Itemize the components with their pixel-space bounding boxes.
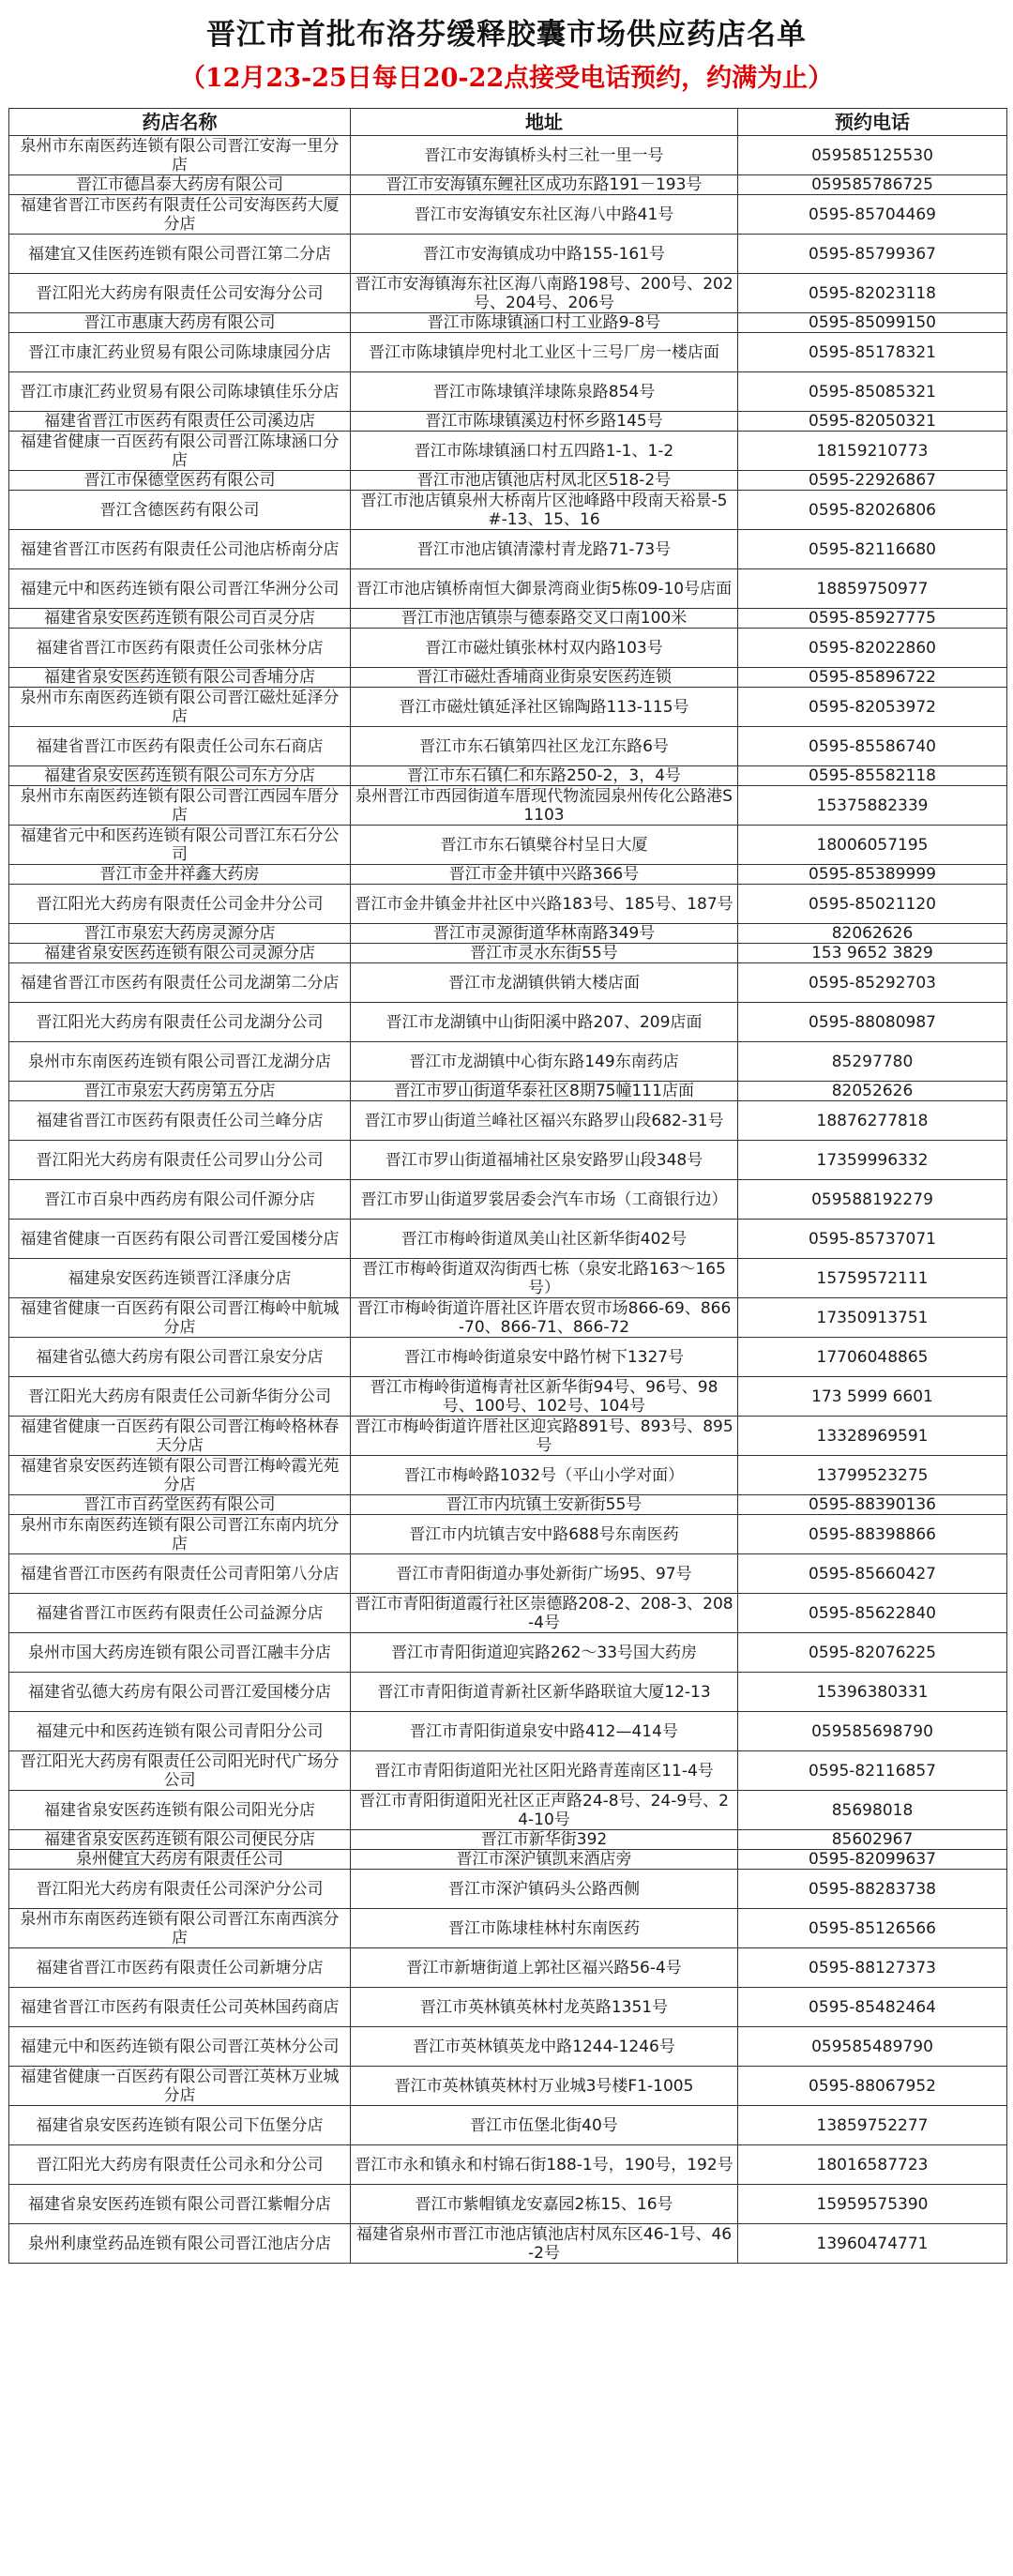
- pharmacy-address-cell: 晋江市内坑镇土安新街55号: [351, 1495, 738, 1515]
- pharmacy-phone-cell: 18859750977: [738, 569, 1007, 609]
- table-row: [9, 471, 1007, 491]
- pharmacy-name-cell: 晋江阳光大药房有限责任公司永和分公司: [9, 2145, 351, 2185]
- pharmacy-phone-cell: 0595-22926867: [738, 471, 1007, 491]
- pharmacy-phone-cell: 0595-88080987: [738, 1003, 1007, 1042]
- pharmacy-phone-cell: 173 5999 6601: [738, 1377, 1007, 1417]
- pharmacy-phone-cell: 059585125530: [738, 136, 1007, 175]
- table-row: [9, 826, 1007, 865]
- pharmacy-name-cell: 福建宜又佳医药连锁有限公司晋江第二分店: [9, 235, 351, 274]
- pharmacy-phone-cell: 153 9652 3829: [738, 944, 1007, 963]
- pharmacy-name-cell: 泉州市东南医药连锁有限公司晋江磁灶延泽分店: [9, 688, 351, 727]
- pharmacy-name-cell: 泉州健宜大药房有限责任公司: [9, 1850, 351, 1870]
- table-row: [9, 1594, 1007, 1633]
- pharmacy-phone-cell: 0595-85660427: [738, 1554, 1007, 1594]
- pharmacy-name-cell: 福建省晋江市医药有限责任公司英林国药商店: [9, 1988, 351, 2027]
- table-row: [9, 2067, 1007, 2106]
- table-row: [9, 1712, 1007, 1751]
- pharmacy-name-cell: 福建省泉安医药连锁有限公司东方分店: [9, 766, 351, 786]
- table-row: [9, 1003, 1007, 1042]
- pharmacy-address-cell: 晋江市金井镇金井社区中兴路183号、185号、187号: [351, 885, 738, 924]
- pharmacy-phone-cell: 0595-88283738: [738, 1870, 1007, 1909]
- table-row: [9, 1791, 1007, 1830]
- pharmacy-phone-cell: 0595-82026806: [738, 491, 1007, 530]
- table-row: [9, 1180, 1007, 1220]
- pharmacy-name-cell: 福建省健康一百医药有限公司晋江英林万业城分店: [9, 2067, 351, 2106]
- header-phone: 预约电话: [738, 109, 1007, 136]
- pharmacy-phone-cell: 13328969591: [738, 1417, 1007, 1456]
- table-row: [9, 688, 1007, 727]
- pharmacy-name-cell: 晋江阳光大药房有限责任公司深沪分公司: [9, 1870, 351, 1909]
- pharmacy-address-cell: 晋江市青阳街道阳光社区阳光路青莲南区11-4号: [351, 1751, 738, 1791]
- pharmacy-name-cell: 晋江市惠康大药房有限公司: [9, 313, 351, 333]
- pharmacy-phone-cell: 0595-88067952: [738, 2067, 1007, 2106]
- pharmacy-address-cell: 晋江市陈埭桂林村东南医药: [351, 1909, 738, 1948]
- table-row: [9, 1673, 1007, 1712]
- pharmacy-address-cell: 晋江市安海镇桥头村三社一里一号: [351, 136, 738, 175]
- pharmacy-address-cell: 晋江市梅岭街道许厝社区许厝农贸市场866-69、866-70、866-71、866-72: [351, 1298, 738, 1338]
- header-name: 药店名称: [9, 109, 351, 136]
- pharmacy-address-cell: 晋江市安海镇东鲤社区成功东路191－193号: [351, 175, 738, 195]
- pharmacy-phone-cell: 0595-82076225: [738, 1633, 1007, 1673]
- pharmacy-address-cell: 晋江市池店镇泉州大桥南片区池峰路中段南天裕景-5#-13、15、16: [351, 491, 738, 530]
- table-row: [9, 629, 1007, 668]
- pharmacy-phone-cell: 18006057195: [738, 826, 1007, 865]
- pharmacy-name-cell: 晋江市金井祥鑫大药房: [9, 865, 351, 885]
- pharmacy-address-cell: 晋江市罗山街道罗裳居委会汽车市场（工商银行边）: [351, 1180, 738, 1220]
- pharmacy-address-cell: 晋江市伍堡北街40号: [351, 2106, 738, 2145]
- header-address: 地址: [351, 109, 738, 136]
- table-row: [9, 1988, 1007, 2027]
- pharmacy-phone-cell: 059585698790: [738, 1712, 1007, 1751]
- pharmacy-phone-cell: 059585489790: [738, 2027, 1007, 2067]
- table-row: [9, 333, 1007, 372]
- table-row: [9, 313, 1007, 333]
- table-row: [9, 1909, 1007, 1948]
- pharmacy-name-cell: 晋江阳光大药房有限责任公司安海分公司: [9, 274, 351, 313]
- pharmacy-address-cell: 晋江市安海镇成功中路155-161号: [351, 235, 738, 274]
- pharmacy-address-cell: 晋江市灵源街道华林南路349号: [351, 924, 738, 944]
- pharmacy-name-cell: 晋江阳光大药房有限责任公司新华街分公司: [9, 1377, 351, 1417]
- table-row: [9, 2145, 1007, 2185]
- table-row: [9, 195, 1007, 235]
- pharmacy-name-cell: 福建省泉安医药连锁有限公司香埔分店: [9, 668, 351, 688]
- pharmacy-address-cell: 晋江市紫帽镇龙安嘉园2栋15、16号: [351, 2185, 738, 2224]
- pharmacy-address-cell: 晋江市池店镇清濛村青龙路71-73号: [351, 530, 738, 569]
- table-row: [9, 2027, 1007, 2067]
- pharmacy-name-cell: 福建省泉安医药连锁有限公司便民分店: [9, 1830, 351, 1850]
- pharmacy-address-cell: 晋江市陈埭镇岸兜村北工业区十三号厂房一楼店面: [351, 333, 738, 372]
- pharmacy-name-cell: 福建省泉安医药连锁有限公司晋江紫帽分店: [9, 2185, 351, 2224]
- pharmacy-phone-cell: 17359996332: [738, 1141, 1007, 1180]
- pharmacy-name-cell: 晋江市康汇药业贸易有限公司陈埭康园分店: [9, 333, 351, 372]
- pharmacy-phone-cell: 18159210773: [738, 432, 1007, 471]
- table-row: [9, 1554, 1007, 1594]
- pharmacy-address-cell: 晋江市灵水东街55号: [351, 944, 738, 963]
- pharmacy-phone-cell: 13859752277: [738, 2106, 1007, 2145]
- pharmacy-name-cell: 福建省晋江市医药有限责任公司安海医药大厦分店: [9, 195, 351, 235]
- pharmacy-name-cell: 晋江市德昌泰大药房有限公司: [9, 175, 351, 195]
- pharmacy-name-cell: 福建省弘德大药房有限公司晋江爱国楼分店: [9, 1673, 351, 1712]
- pharmacy-address-cell: 晋江市陈埭镇溪边村怀乡路145号: [351, 412, 738, 432]
- pharmacy-name-cell: 福建元中和医药连锁有限公司晋江华洲分公司: [9, 569, 351, 609]
- pharmacy-phone-cell: 0595-82022860: [738, 629, 1007, 668]
- pharmacy-address-cell: 晋江市梅岭街道许厝社区迎宾路891号、893号、895号: [351, 1417, 738, 1456]
- pharmacy-phone-cell: 13960474771: [738, 2224, 1007, 2264]
- table-row: [9, 1515, 1007, 1554]
- pharmacy-address-cell: 晋江市梅岭街道双沟街西七栋（泉安北路163～165号）: [351, 1259, 738, 1298]
- pharmacy-phone-cell: 0595-82023118: [738, 274, 1007, 313]
- table-row: [9, 372, 1007, 412]
- pharmacy-name-cell: 福建省晋江市医药有限责任公司池店桥南分店: [9, 530, 351, 569]
- pharmacy-address-cell: 晋江市梅岭街道梅青社区新华街94号、96号、98号、100号、102号、104号: [351, 1377, 738, 1417]
- pharmacy-phone-cell: 18876277818: [738, 1101, 1007, 1141]
- pharmacy-table: [8, 108, 1007, 2264]
- pharmacy-name-cell: 福建省晋江市医药有限责任公司龙湖第二分店: [9, 963, 351, 1003]
- pharmacy-name-cell: 福建省晋江市医药有限责任公司东石商店: [9, 727, 351, 766]
- pharmacy-address-cell: 晋江市青阳街道阳光社区正声路24-8号、24-9号、24-10号: [351, 1791, 738, 1830]
- table-row: [9, 175, 1007, 195]
- pharmacy-phone-cell: 0595-88127373: [738, 1948, 1007, 1988]
- pharmacy-address-cell: 晋江市龙湖镇供销大楼店面: [351, 963, 738, 1003]
- pharmacy-address-cell: 晋江市青阳街道霞行社区崇德路208-2、208-3、208-4号: [351, 1594, 738, 1633]
- pharmacy-name-cell: 晋江市百泉中西药房有限公司仟源分店: [9, 1180, 351, 1220]
- pharmacy-phone-cell: 0595-85085321: [738, 372, 1007, 412]
- table-row: [9, 569, 1007, 609]
- table-row: [9, 766, 1007, 786]
- pharmacy-address-cell: 晋江市龙湖镇中山街阳溪中路207、209店面: [351, 1003, 738, 1042]
- pharmacy-phone-cell: 0595-82116857: [738, 1751, 1007, 1791]
- pharmacy-address-cell: 晋江市深沪镇凯来酒店旁: [351, 1850, 738, 1870]
- pharmacy-phone-cell: 0595-85704469: [738, 195, 1007, 235]
- pharmacy-address-cell: 晋江市英林镇英林村龙英路1351号: [351, 1988, 738, 2027]
- pharmacy-name-cell: 泉州市东南医药连锁有限公司晋江龙湖分店: [9, 1042, 351, 1082]
- pharmacy-name-cell: 福建省元中和医药连锁有限公司晋江东石分公司: [9, 826, 351, 865]
- pharmacy-name-cell: 晋江阳光大药房有限责任公司罗山分公司: [9, 1141, 351, 1180]
- table-row: [9, 2106, 1007, 2145]
- pharmacy-address-cell: 晋江市东石镇第四社区龙江东路6号: [351, 727, 738, 766]
- pharmacy-address-cell: 晋江市英林镇英龙中路1244-1246号: [351, 2027, 738, 2067]
- pharmacy-name-cell: 泉州市东南医药连锁有限公司晋江东南西滨分店: [9, 1909, 351, 1948]
- pharmacy-name-cell: 福建省泉安医药连锁有限公司晋江梅岭霞光苑分店: [9, 1456, 351, 1495]
- table-row: [9, 1495, 1007, 1515]
- table-header-row: [9, 109, 1007, 136]
- pharmacy-name-cell: 福建省泉安医药连锁有限公司下伍堡分店: [9, 2106, 351, 2145]
- table-row: [9, 1417, 1007, 1456]
- pharmacy-phone-cell: 18016587723: [738, 2145, 1007, 2185]
- pharmacy-name-cell: 福建泉安医药连锁晋江泽康分店: [9, 1259, 351, 1298]
- pharmacy-name-cell: 晋江市泉宏大药房第五分店: [9, 1082, 351, 1101]
- pharmacy-name-cell: 福建省健康一百医药有限公司晋江爱国楼分店: [9, 1220, 351, 1259]
- pharmacy-name-cell: 晋江阳光大药房有限责任公司金井分公司: [9, 885, 351, 924]
- pharmacy-name-cell: 泉州市东南医药连锁有限公司晋江安海一里分店: [9, 136, 351, 175]
- pharmacy-name-cell: 福建省泉安医药连锁有限公司灵源分店: [9, 944, 351, 963]
- table-row: [9, 1141, 1007, 1180]
- pharmacy-phone-cell: 0595-85389999: [738, 865, 1007, 885]
- pharmacy-phone-cell: 0595-82050321: [738, 412, 1007, 432]
- pharmacy-address-cell: 晋江市青阳街道办事处新街广场95、97号: [351, 1554, 738, 1594]
- pharmacy-name-cell: 福建省晋江市医药有限责任公司青阳第八分店: [9, 1554, 351, 1594]
- pharmacy-address-cell: 晋江市青阳街道迎宾路262～33号国大药房: [351, 1633, 738, 1673]
- table-row: [9, 2224, 1007, 2264]
- table-row: [9, 1850, 1007, 1870]
- table-row: [9, 235, 1007, 274]
- table-row: [9, 668, 1007, 688]
- pharmacy-phone-cell: 0595-85586740: [738, 727, 1007, 766]
- pharmacy-name-cell: 晋江市泉宏大药房灵源分店: [9, 924, 351, 944]
- pharmacy-name-cell: 泉州市东南医药连锁有限公司晋江东南内坑分店: [9, 1515, 351, 1554]
- pharmacy-phone-cell: 85297780: [738, 1042, 1007, 1082]
- pharmacy-address-cell: 晋江市安海镇安东社区海八中路41号: [351, 195, 738, 235]
- pharmacy-address-cell: 晋江市新塘街道上郭社区福兴路56-4号: [351, 1948, 738, 1988]
- pharmacy-phone-cell: 17706048865: [738, 1338, 1007, 1377]
- pharmacy-phone-cell: 0595-85021120: [738, 885, 1007, 924]
- pharmacy-name-cell: 泉州市东南医药连锁有限公司晋江西园车厝分店: [9, 786, 351, 826]
- pharmacy-address-cell: 晋江市青阳街道泉安中路412—414号: [351, 1712, 738, 1751]
- pharmacy-name-cell: 福建省晋江市医药有限责任公司新塘分店: [9, 1948, 351, 1988]
- pharmacy-name-cell: 晋江市保德堂医药有限公司: [9, 471, 351, 491]
- pharmacy-phone-cell: 0595-85582118: [738, 766, 1007, 786]
- table-row: [9, 136, 1007, 175]
- table-row: [9, 786, 1007, 826]
- pharmacy-phone-cell: 0595-85896722: [738, 668, 1007, 688]
- pharmacy-name-cell: 福建省晋江市医药有限责任公司溪边店: [9, 412, 351, 432]
- pharmacy-address-cell: 晋江市池店镇池店村凤北区518-2号: [351, 471, 738, 491]
- pharmacy-address-cell: 晋江市东石镇仁和东路250-2，3，4号: [351, 766, 738, 786]
- pharmacy-address-cell: 晋江市罗山街道华泰社区8期75幢111店面: [351, 1082, 738, 1101]
- pharmacy-phone-cell: 0595-85099150: [738, 313, 1007, 333]
- pharmacy-phone-cell: 15396380331: [738, 1673, 1007, 1712]
- pharmacy-address-cell: 晋江市磁灶镇延泽社区锦陶路113-115号: [351, 688, 738, 727]
- pharmacy-name-cell: 福建省泉安医药连锁有限公司百灵分店: [9, 609, 351, 629]
- pharmacy-address-cell: 晋江市陈埭镇涵口村五四路1-1、1-2: [351, 432, 738, 471]
- table-row: [9, 1377, 1007, 1417]
- table-row: [9, 1751, 1007, 1791]
- table-row: [9, 1082, 1007, 1101]
- pharmacy-address-cell: 福建省泉州市晋江市池店镇池店村凤东区46-1号、46-2号: [351, 2224, 738, 2264]
- table-row: [9, 1298, 1007, 1338]
- pharmacy-phone-cell: 13799523275: [738, 1456, 1007, 1495]
- pharmacy-phone-cell: 15759572111: [738, 1259, 1007, 1298]
- table-row: [9, 412, 1007, 432]
- pharmacy-phone-cell: 0595-88398866: [738, 1515, 1007, 1554]
- pharmacy-phone-cell: 0595-85482464: [738, 1988, 1007, 2027]
- pharmacy-phone-cell: 0595-82053972: [738, 688, 1007, 727]
- table-row: [9, 1870, 1007, 1909]
- pharmacy-phone-cell: 17350913751: [738, 1298, 1007, 1338]
- table-row: [9, 1830, 1007, 1850]
- pharmacy-phone-cell: 0595-85927775: [738, 609, 1007, 629]
- table-row: [9, 1456, 1007, 1495]
- pharmacy-phone-cell: 0595-88390136: [738, 1495, 1007, 1515]
- pharmacy-phone-cell: 059588192279: [738, 1180, 1007, 1220]
- table-row: [9, 2185, 1007, 2224]
- pharmacy-address-cell: 晋江市梅岭路1032号（平山小学对面）: [351, 1456, 738, 1495]
- pharmacy-address-cell: 晋江市安海镇海东社区海八南路198号、200号、202号、204号、206号: [351, 274, 738, 313]
- pharmacy-phone-cell: 15959575390: [738, 2185, 1007, 2224]
- pharmacy-name-cell: 福建省健康一百医药有限公司晋江梅岭格林春天分店: [9, 1417, 351, 1456]
- pharmacy-name-cell: 福建省健康一百医药有限公司晋江陈埭涵口分店: [9, 432, 351, 471]
- pharmacy-name-cell: 晋江含德医药有限公司: [9, 491, 351, 530]
- pharmacy-address-cell: 晋江市深沪镇码头公路西侧: [351, 1870, 738, 1909]
- table-row: [9, 530, 1007, 569]
- pharmacy-phone-cell: 0595-85178321: [738, 333, 1007, 372]
- document-title: 晋江市首批布洛芬缓释胶囊市场供应药店名单: [206, 18, 807, 52]
- pharmacy-address-cell: 泉州晋江市西园街道车厝现代物流园泉州传化公路港S1103: [351, 786, 738, 826]
- table-row: [9, 1220, 1007, 1259]
- pharmacy-address-cell: 晋江市陈埭镇洋埭陈泉路854号: [351, 372, 738, 412]
- pharmacy-address-cell: 晋江市池店镇桥南恒大御景湾商业街5栋09-10号店面: [351, 569, 738, 609]
- pharmacy-phone-cell: 85602967: [738, 1830, 1007, 1850]
- pharmacy-address-cell: 晋江市池店镇崇与德泰路交叉口南100米: [351, 609, 738, 629]
- pharmacy-address-cell: 晋江市梅岭街道凤美山社区新华街402号: [351, 1220, 738, 1259]
- pharmacy-name-cell: 泉州利康堂药品连锁有限公司晋江池店分店: [9, 2224, 351, 2264]
- pharmacy-name-cell: 福建省晋江市医药有限责任公司张林分店: [9, 629, 351, 668]
- pharmacy-phone-cell: 0595-85799367: [738, 235, 1007, 274]
- pharmacy-name-cell: 晋江市康汇药业贸易有限公司陈埭镇佳乐分店: [9, 372, 351, 412]
- pharmacy-address-cell: 晋江市内坑镇吉安中路688号东南医药: [351, 1515, 738, 1554]
- pharmacy-name-cell: 福建元中和医药连锁有限公司晋江英林分公司: [9, 2027, 351, 2067]
- pharmacy-phone-cell: 0595-82099637: [738, 1850, 1007, 1870]
- table-row: [9, 1948, 1007, 1988]
- table-row: [9, 432, 1007, 471]
- pharmacy-name-cell: 福建省晋江市医药有限责任公司益源分店: [9, 1594, 351, 1633]
- table-row: [9, 1101, 1007, 1141]
- document-subtitle: （12月23-25日每日20-22点接受电话预约，约满为止）: [179, 64, 834, 93]
- pharmacy-address-cell: 晋江市陈埭镇涵口村工业路9-8号: [351, 313, 738, 333]
- pharmacy-name-cell: 晋江阳光大药房有限责任公司阳光时代广场分公司: [9, 1751, 351, 1791]
- table-row: [9, 924, 1007, 944]
- pharmacy-address-cell: 晋江市英林镇英林村万业城3号楼F1-1005: [351, 2067, 738, 2106]
- pharmacy-address-cell: 晋江市永和镇永和村锦石街188-1号，190号，192号: [351, 2145, 738, 2185]
- pharmacy-address-cell: 晋江市梅岭街道泉安中路竹树下1327号: [351, 1338, 738, 1377]
- pharmacy-phone-cell: 15375882339: [738, 786, 1007, 826]
- pharmacy-address-cell: 晋江市新华街392: [351, 1830, 738, 1850]
- pharmacy-name-cell: 福建省晋江市医药有限责任公司兰峰分店: [9, 1101, 351, 1141]
- pharmacy-phone-cell: 85698018: [738, 1791, 1007, 1830]
- pharmacy-address-cell: 晋江市磁灶香埔商业街泉安医药连锁: [351, 668, 738, 688]
- pharmacy-name-cell: 晋江阳光大药房有限责任公司龙湖分公司: [9, 1003, 351, 1042]
- pharmacy-name-cell: 福建省弘德大药房有限公司晋江泉安分店: [9, 1338, 351, 1377]
- table-row: [9, 727, 1007, 766]
- pharmacy-name-cell: 泉州市国大药房连锁有限公司晋江融丰分店: [9, 1633, 351, 1673]
- pharmacy-phone-cell: 0595-85126566: [738, 1909, 1007, 1948]
- pharmacy-address-cell: 晋江市龙湖镇中心街东路149东南药店: [351, 1042, 738, 1082]
- pharmacy-address-cell: 晋江市罗山街道兰峰社区福兴东路罗山段682-31号: [351, 1101, 738, 1141]
- table-row: [9, 944, 1007, 963]
- pharmacy-address-cell: 晋江市罗山街道福埔社区泉安路罗山段348号: [351, 1141, 738, 1180]
- pharmacy-name-cell: 晋江市百药堂医药有限公司: [9, 1495, 351, 1515]
- pharmacy-address-cell: 晋江市东石镇檗谷村呈日大厦: [351, 826, 738, 865]
- table-row: [9, 865, 1007, 885]
- pharmacy-phone-cell: 0595-85737071: [738, 1220, 1007, 1259]
- table-row: [9, 885, 1007, 924]
- table-row: [9, 1259, 1007, 1298]
- pharmacy-phone-cell: 059585786725: [738, 175, 1007, 195]
- table-row: [9, 1042, 1007, 1082]
- table-row: [9, 609, 1007, 629]
- pharmacy-address-cell: 晋江市磁灶镇张林村双内路103号: [351, 629, 738, 668]
- table-row: [9, 963, 1007, 1003]
- pharmacy-name-cell: 福建省泉安医药连锁有限公司阳光分店: [9, 1791, 351, 1830]
- table-row: [9, 274, 1007, 313]
- table-row: [9, 1338, 1007, 1377]
- pharmacy-phone-cell: 82052626: [738, 1082, 1007, 1101]
- pharmacy-address-cell: 晋江市金井镇中兴路366号: [351, 865, 738, 885]
- table-row: [9, 491, 1007, 530]
- table-row: [9, 1633, 1007, 1673]
- pharmacy-address-cell: 晋江市青阳街道青新社区新华路联谊大厦12-13: [351, 1673, 738, 1712]
- pharmacy-phone-cell: 82062626: [738, 924, 1007, 944]
- pharmacy-name-cell: 福建元中和医药连锁有限公司青阳分公司: [9, 1712, 351, 1751]
- pharmacy-phone-cell: 0595-85292703: [738, 963, 1007, 1003]
- pharmacy-phone-cell: 0595-82116680: [738, 530, 1007, 569]
- pharmacy-name-cell: 福建省健康一百医药有限公司晋江梅岭中航城分店: [9, 1298, 351, 1338]
- pharmacy-phone-cell: 0595-85622840: [738, 1594, 1007, 1633]
- table-body: [9, 136, 1007, 2264]
